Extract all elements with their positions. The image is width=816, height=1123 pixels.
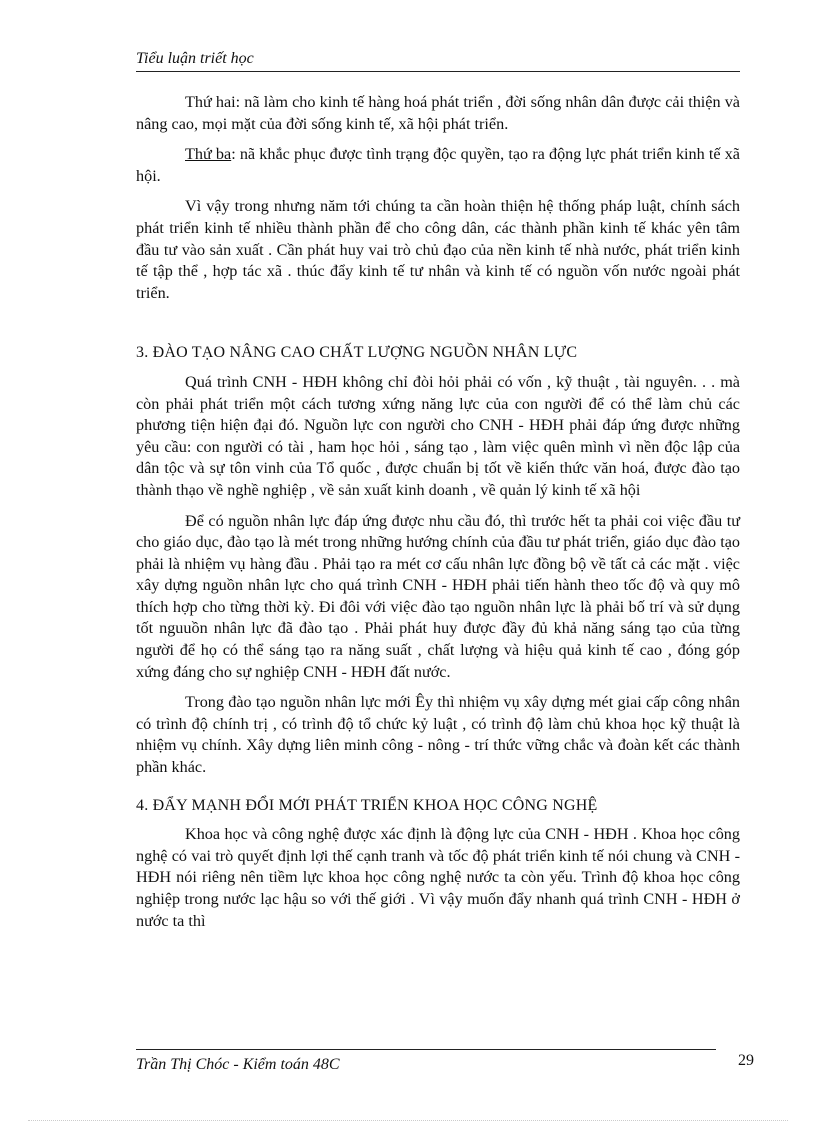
paragraph: Để có nguồn nhân lực đáp ứng được nhu cầu đó, thì trước hết ta phải coi việc đầu tư cho giáo dục, đào tạo là mét trong những hướng chính của đầu tư phát triển, giáo dục đào tạo phải là nhiệm vụ hàng đầu . Phải tạo ra mét cơ cấu nhân lực đồng bộ về tất cả các mặt . việc xây dựng nguồn nhân lực cho quá trình CNH - HĐH phải tiến hành theo tốc độ và quy mô thích hợp cho từng thời kỳ. Đi đôi với việc đào tạo nguồn nhân lực là phải bố trí và sử dụng tốt nguuồn nhân lực đã đào tạo . Phải phát huy được đầy đủ khả năng sáng tạo của từng người để họ có thể sáng tạo ra năng suất , chất lượng và hiệu quả kinh tế cao , đóng góp xứng đáng cho sự nghiệp CNH - HĐH đất nước. [136, 511, 740, 681]
page-number: 29 [738, 1052, 754, 1069]
page-header: Tiểu luận triết học [136, 50, 740, 72]
paragraph: Khoa học và công nghệ được xác định là động lực của CNH - HĐH . Khoa học công nghệ có vai trò quyết định lợi thế cạnh tranh và tốc độ phát triển kinh tế nói chung và CNH - HĐH nói riêng nên tiềm lực khoa học công nghệ nước ta còn yếu. Trình độ khoa học công nghiệp trong nước lạc hậu so với thế giới . Vì vậy muốn đẩy nhanh quá trình CNH - HĐH ở nước ta thì [136, 825, 740, 930]
page-edge-divider [28, 1120, 788, 1121]
paragraph: Trong đào tạo nguồn nhân lực mới Êy thì nhiệm vụ xây dựng mét giai cấp công nhân có trình độ chính trị , có trình độ tổ chức kỷ luật , có trình độ làm chủ khoa học kỹ thuật là nhiệm vụ chính. Xây dựng liên minh công - nông - trí thức vững chắc và đoàn kết các thành phần khác. [136, 693, 740, 777]
paragraph-label: Thứ ba [185, 145, 232, 164]
paragraph: Quá trình CNH - HĐH không chỉ đòi hỏi phải có vốn , kỹ thuật , tài nguyên. . . mà còn phải phát triển một cách tương xứng năng lực của con người để có thể làm chủ các phương tiện hiện đại đó. Nguồn lực con người cho CNH - HĐH phải đáp ứng được những yêu cầu: con người có tài , ham học hỏi , sáng tạo , làm việc quên mình vì nền độc lập của dân tộc và sự tôn vinh của Tổ quốc , được chuẩn bị tốt về kiến thức văn hoá, được đào tạo thành thạo về nghề nghiệp , về sản xuất kinh doanh , về quản lý kinh tế xã hội [136, 372, 740, 499]
footer-divider [136, 1049, 716, 1050]
paragraph: Thứ hai: nã làm cho kinh tế hàng hoá phát triển , đời sống nhân dân được cải thiện và nâng cao, mọi mặt của đời sống kinh tế, xã hội phát triển. [136, 93, 740, 133]
footer-author: Trần Thị Chóc - Kiểm toán 48C [136, 1056, 340, 1073]
paragraph-text: : nã khắc phục được tình trạng độc quyền, tạo ra động lực phát triển kinh tế xã hội. [136, 145, 740, 185]
document-body [136, 92, 740, 941]
section-heading-4: 4. ĐẨY MẠNH ĐỔI MỚI PHÁT TRIỂN KHOA HỌC CÔNG NGHỆ [136, 796, 598, 814]
paragraph: Vì vậy trong nhưng năm tới chúng ta cần hoàn thiện hệ thống pháp luật, chính sách phát triển kinh tế nhiều thành phần để cho công dân, các thành phần kinh tế khác yên tâm đầu tư vào sản xuất . Cần phát huy vai trò chủ đạo của nền kinh tế nhà nước, phát triển kinh tế tập thể , hợp tác xã . thúc đẩy kinh tế tư nhân và kinh tế có nguồn vốn nước ngoài phát triển. [136, 197, 740, 302]
section-heading-3: 3. ĐÀO TẠO NÂNG CAO CHẤT LƯỢNG NGUỒN NHÂN LỰC [136, 344, 578, 362]
paragraph [136, 144, 740, 187]
